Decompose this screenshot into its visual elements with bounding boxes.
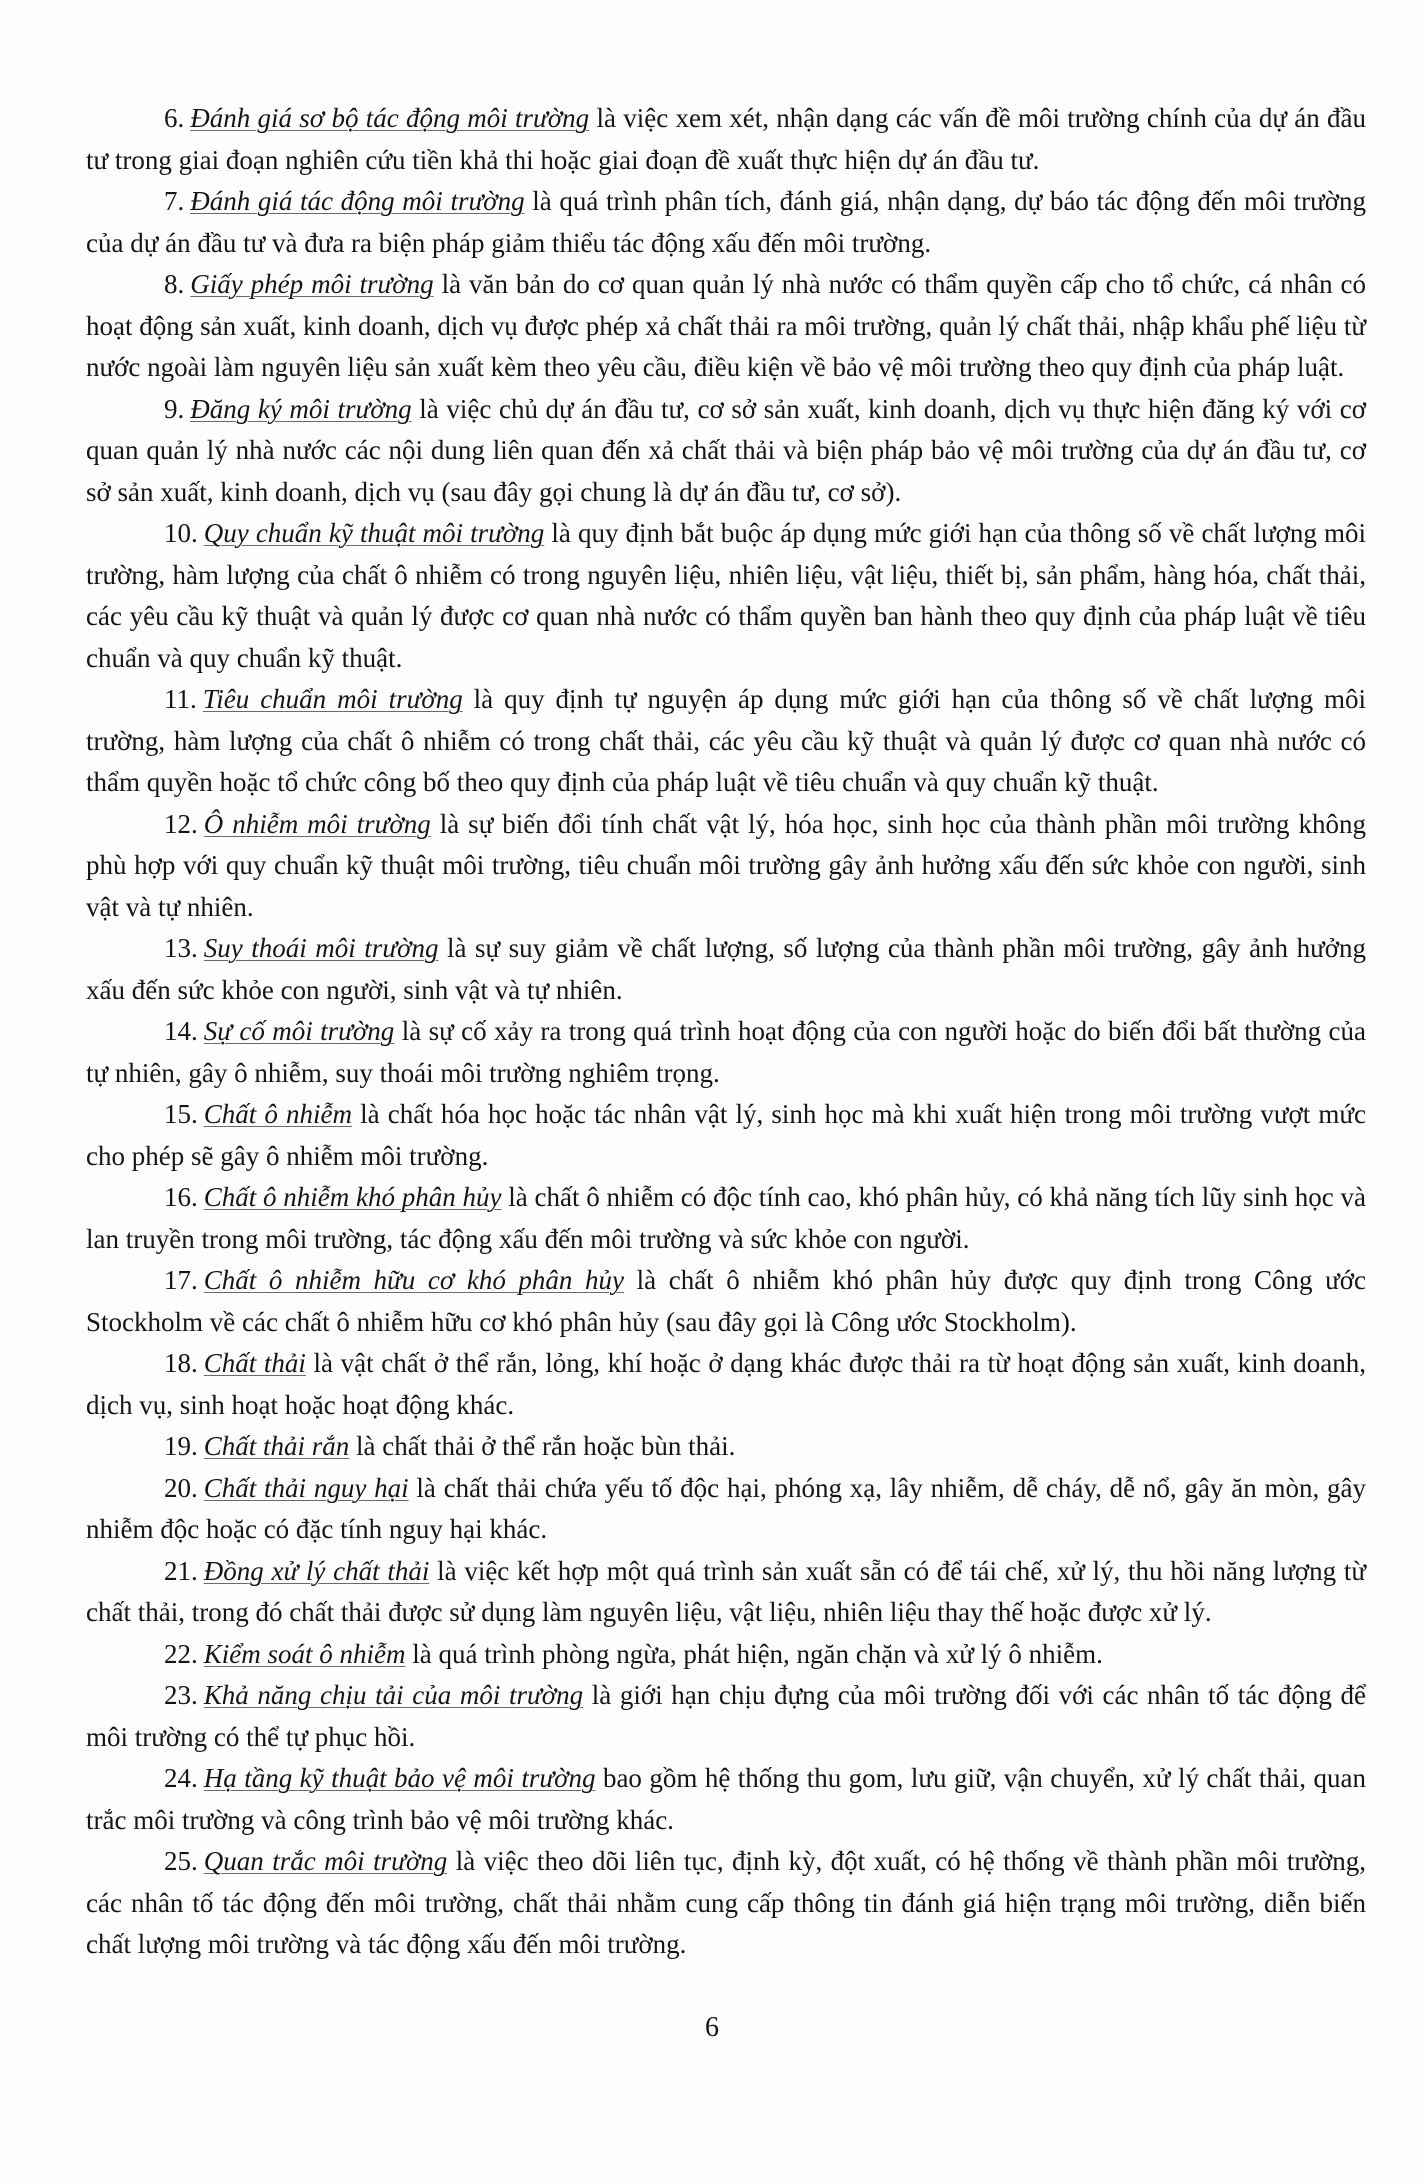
definition-number: 20.	[164, 1472, 198, 1503]
definition-number: 18.	[164, 1348, 198, 1378]
definition-17	[86, 1260, 1366, 1343]
definition-6	[86, 98, 1366, 181]
definition-text: là chất thải ở thể rắn hoặc bùn thải.	[356, 1431, 736, 1461]
definition-20	[86, 1468, 1366, 1551]
definition-16	[86, 1177, 1366, 1260]
definition-number: 24.	[164, 1763, 198, 1793]
definition-number: 6.	[164, 103, 185, 133]
definition-text: là việc theo dõi liên tục, định kỳ, đột xuất, có hệ thống về thành phần môi trường, các nhân tố tác động đến môi trường, chất thải nhằm cung cấp thông tin đánh giá hiện trạng môi trường, diễn biến chất lượng môi trường và tác động xấu đến môi trường.	[86, 1846, 1367, 1959]
definition-14	[86, 1011, 1366, 1094]
definition-number: 13.	[164, 933, 198, 963]
definition-term: Chất thải	[203, 1348, 306, 1378]
definition-24	[86, 1758, 1366, 1841]
definition-18	[86, 1343, 1366, 1426]
definition-term: Suy thoái môi trường	[203, 933, 439, 963]
definition-13	[86, 928, 1366, 1011]
definition-11	[86, 679, 1366, 804]
definition-number: 8.	[164, 269, 185, 299]
definition-23	[86, 1675, 1366, 1758]
definition-text: bao gồm hệ thống thu gom, lưu giữ, vận chuyển, xử lý chất thải, quan trắc môi trường và công trình bảo vệ môi trường khác.	[86, 1763, 1366, 1835]
definition-number: 9.	[164, 393, 185, 424]
definition-22	[86, 1634, 1366, 1676]
definition-term: Đánh giá sơ bộ tác động môi trường	[190, 103, 590, 133]
definition-term: Đồng xử lý chất thải	[203, 1555, 430, 1586]
definition-text: là vật chất ở thể rắn, lỏng, khí hoặc ở dạng khác được thải ra từ hoạt động sản xuất, kinh doanh, dịch vụ, sinh hoạt hoặc hoạt động khác.	[86, 1348, 1367, 1420]
definition-21	[86, 1551, 1366, 1634]
definition-25	[86, 1841, 1366, 1966]
definition-text: là chất ô nhiễm khó phân hủy được quy định trong Công ước Stockholm về các chất ô nhiễm hữu cơ khó phân hủy (sau đây gọi là Công ước Stockholm).	[86, 1265, 1366, 1337]
definition-term: Ô nhiễm môi trường	[203, 808, 431, 839]
definition-text: là sự cố xảy ra trong quá trình hoạt động của con người hoặc do biến đổi bất thường của tự nhiên, gây ô nhiễm, suy thoái môi trường nghiêm trọng.	[86, 1016, 1367, 1088]
definition-number: 7.	[164, 186, 185, 216]
definition-text: là văn bản do cơ quan quản lý nhà nước có thẩm quyền cấp cho tổ chức, cá nhân có hoạt động sản xuất, kinh doanh, dịch vụ được phép xả chất thải ra môi trường, quản lý chất thải, nhập khẩu phế liệu từ nước ngoài làm nguyên liệu sản xuất kèm theo yêu cầu, điều kiện về bảo vệ môi trường theo quy định của pháp luật.	[86, 269, 1366, 382]
definition-text: là chất thải chứa yếu tố độc hại, phóng xạ, lây nhiễm, dễ cháy, dễ nổ, gây ăn mòn, gây nhiễm độc hoặc có đặc tính nguy hại khác.	[86, 1472, 1367, 1544]
definition-term: Chất thải nguy hại	[203, 1472, 409, 1503]
definition-text: là quy định bắt buộc áp dụng mức giới hạn của thông số về chất lượng môi trường, hàm lượng của chất ô nhiễm có trong nguyên liệu, nhiên liệu, vật liệu, thiết bị, sản phẩm, hàng hóa, chất thải, các yêu cầu kỹ thuật và quản lý được cơ quan nhà nước có thẩm quyền ban hành theo quy định của pháp luật về tiêu chuẩn và quy chuẩn kỹ thuật.	[86, 518, 1367, 673]
definition-number: 16.	[164, 1182, 198, 1212]
definition-10	[86, 513, 1366, 679]
definition-19	[86, 1426, 1366, 1468]
definition-text: là sự biến đổi tính chất vật lý, hóa học, sinh học của thành phần môi trường không phù hợp với quy chuẩn kỹ thuật môi trường, tiêu chuẩn môi trường gây ảnh hưởng xấu đến sức khỏe con người, sinh vật và tự nhiên.	[86, 808, 1366, 922]
definition-text: là giới hạn chịu đựng của môi trường đối với các nhân tố tác động để môi trường có thể tự phục hồi.	[86, 1680, 1366, 1752]
definition-number: 19.	[164, 1431, 198, 1461]
definition-term: Quan trắc môi trường	[203, 1846, 448, 1876]
definition-text: là sự suy giảm về chất lượng, số lượng của thành phần môi trường, gây ảnh hưởng xấu đến sức khỏe con người, sinh vật và tự nhiên.	[86, 933, 1366, 1005]
definition-number: 25.	[164, 1846, 198, 1876]
definition-8	[86, 264, 1366, 389]
definition-text: là việc chủ dự án đầu tư, cơ sở sản xuất, kinh doanh, dịch vụ thực hiện đăng ký với cơ quan quản lý nhà nước các nội dung liên quan đến xả chất thải và biện pháp bảo vệ môi trường của dự án đầu tư, cơ sở sản xuất, kinh doanh, dịch vụ (sau đây gọi chung là dự án đầu tư, cơ sở).	[86, 393, 1366, 507]
definition-9	[86, 389, 1366, 514]
definition-text: là quá trình phòng ngừa, phát hiện, ngăn chặn và xử lý ô nhiễm.	[412, 1638, 1103, 1669]
definition-term: Hạ tầng kỹ thuật bảo vệ môi trường	[203, 1763, 596, 1793]
definition-text: là quá trình phân tích, đánh giá, nhận dạng, dự báo tác động đến môi trường của dự án đầu tư và đưa ra biện pháp giảm thiểu tác động xấu đến môi trường.	[86, 186, 1367, 258]
definition-term: Chất thải rắn	[203, 1431, 350, 1461]
definition-number: 10.	[164, 518, 198, 548]
page-number: 6	[705, 2012, 719, 2043]
definition-number: 17.	[164, 1265, 198, 1295]
definition-number: 12.	[164, 808, 198, 839]
definition-7	[86, 181, 1366, 264]
definition-number: 15.	[164, 1099, 198, 1129]
definition-text: là chất hóa học hoặc tác nhân vật lý, sinh học mà khi xuất hiện trong môi trường vượt mức cho phép sẽ gây ô nhiễm môi trường.	[86, 1099, 1367, 1171]
definition-term: Đăng ký môi trường	[190, 393, 412, 424]
definition-text: là việc xem xét, nhận dạng các vấn đề môi trường chính của dự án đầu tư trong giai đoạn nghiên cứu tiền khả thi hoặc giai đoạn đề xuất thực hiện dự án đầu tư.	[86, 103, 1367, 175]
definition-term: Chất ô nhiễm khó phân hủy	[203, 1182, 502, 1212]
definition-15	[86, 1094, 1366, 1177]
definition-12	[86, 804, 1366, 929]
definition-text: là quy định tự nguyện áp dụng mức giới hạn của thông số về chất lượng môi trường, hàm lượng của chất ô nhiễm có trong chất thải, các yêu cầu kỹ thuật và quản lý được cơ quan nhà nước có thẩm quyền hoặc tổ chức công bố theo quy định của pháp luật về tiêu chuẩn và quy chuẩn kỹ thuật.	[86, 684, 1367, 797]
definition-term: Chất ô nhiễm hữu cơ khó phân hủy	[203, 1265, 625, 1295]
definition-term: Kiểm soát ô nhiễm	[203, 1638, 406, 1669]
definition-term: Khả năng chịu tải của môi trường	[203, 1680, 584, 1710]
definition-text: là việc kết hợp một quá trình sản xuất sẵn có để tái chế, xử lý, thu hồi năng lượng từ chất thải, trong đó chất thải được sử dụng làm nguyên liệu, vật liệu, nhiên liệu thay thế hoặc được xử lý.	[86, 1555, 1367, 1627]
definition-term: Tiêu chuẩn môi trường	[202, 684, 463, 714]
definition-text: là chất ô nhiễm có độc tính cao, khó phân hủy, có khả năng tích lũy sinh học và lan truyền trong môi trường, tác động xấu đến môi trường và sức khỏe con người.	[86, 1182, 1366, 1254]
definition-number: 22.	[164, 1638, 198, 1669]
definitions-list	[86, 98, 1366, 1966]
definition-number: 21.	[164, 1555, 198, 1586]
definition-term: Chất ô nhiễm	[203, 1099, 352, 1129]
definition-number: 23.	[164, 1680, 198, 1710]
definition-term: Sự cố môi trường	[203, 1016, 395, 1046]
definition-term: Quy chuẩn kỹ thuật môi trường	[203, 518, 545, 548]
definition-number: 11.	[164, 684, 197, 714]
definition-number: 14.	[164, 1016, 198, 1046]
definition-term: Giấy phép môi trường	[190, 269, 434, 299]
definition-term: Đánh giá tác động môi trường	[190, 186, 525, 216]
